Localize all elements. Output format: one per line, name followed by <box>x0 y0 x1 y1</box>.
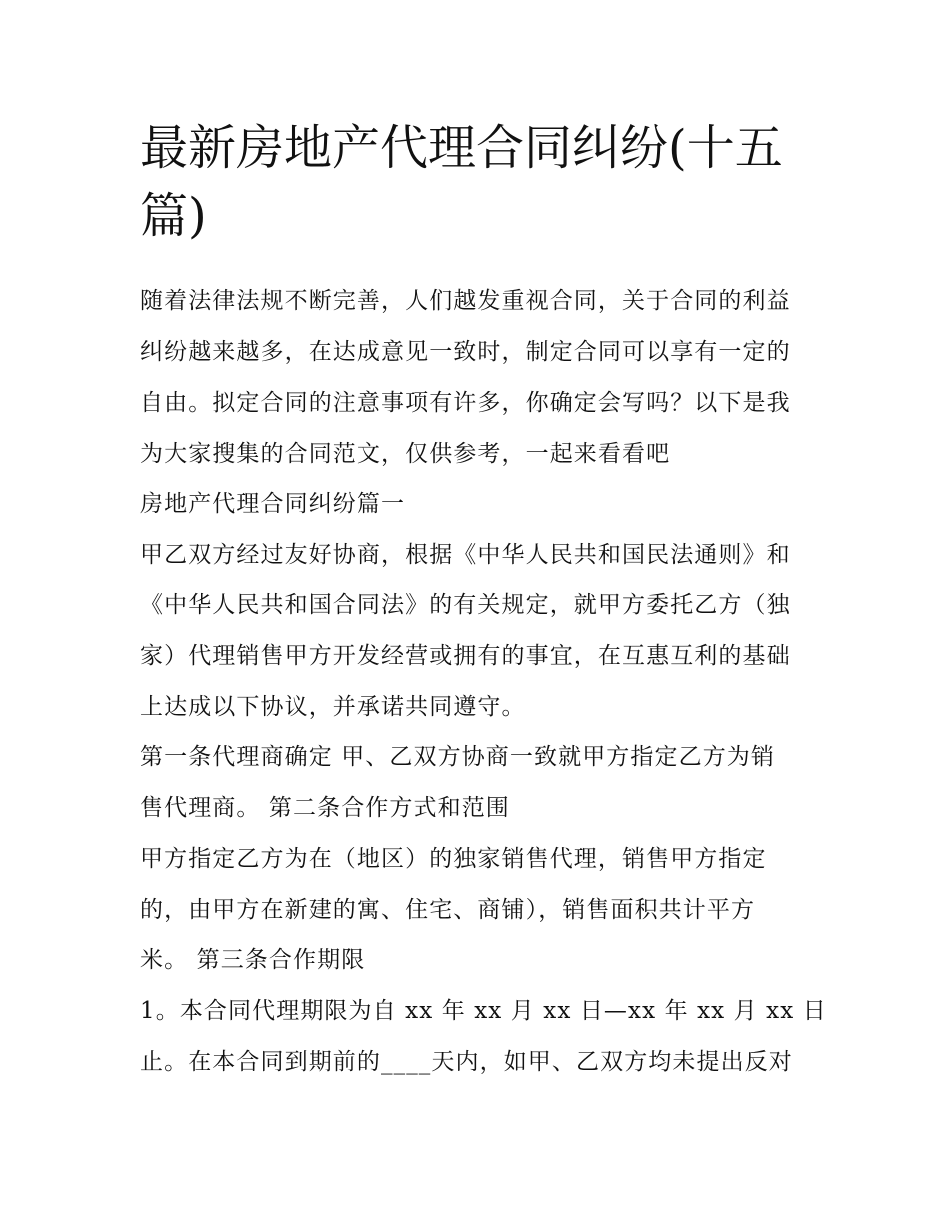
body-line: 甲乙双方经过友好协商，根据《中华人民共和国民法通则》和 <box>140 542 791 568</box>
body-line: 随着法律法规不断完善，人们越发重视合同，关于合同的利益 <box>140 288 791 314</box>
body-line: 米。 第三条合作期限 <box>140 947 366 973</box>
body-line: 止。在本合同到期前的____天内，如甲、乙双方均未提出反对 <box>140 1049 793 1075</box>
body-line: 甲方指定乙方为在（地区）的独家销售代理，销售甲方指定 <box>140 846 767 872</box>
body-line: 自由。拟定合同的注意事项有许多，你确定会写吗？以下是我 <box>140 390 791 416</box>
body-line: 上达成以下协议，并承诺共同遵守。 <box>140 694 526 720</box>
body-line: 纠纷越来越多，在达成意见一致时，制定合同可以享有一定的 <box>140 339 791 365</box>
body-line: 1。本合同代理期限为自 xx 年 xx 月 xx 日—xx 年 xx 月 xx 日 <box>140 998 827 1024</box>
section-heading: 房地产代理合同纠纷篇一 <box>140 491 406 517</box>
body-line: 的，由甲方在新建的寓、住宅、商铺），销售面积共计平方 <box>140 897 756 923</box>
document-title: 最新房地产代理合同纠纷(十五篇) <box>140 120 783 244</box>
body-line: 为大家搜集的合同范文，仅供参考，一起来看看吧 <box>140 441 671 467</box>
body-line: 《中华人民共和国合同法》的有关规定，就甲方委托乙方（独 <box>140 592 791 618</box>
body-line: 售代理商。 第二条合作方式和范围 <box>140 795 510 821</box>
body-line: 第一条代理商确定 甲、乙双方协商一致就甲方指定乙方为销 <box>140 744 776 770</box>
body-line: 家）代理销售甲方开发经营或拥有的事宜，在互惠互利的基础 <box>140 643 791 669</box>
